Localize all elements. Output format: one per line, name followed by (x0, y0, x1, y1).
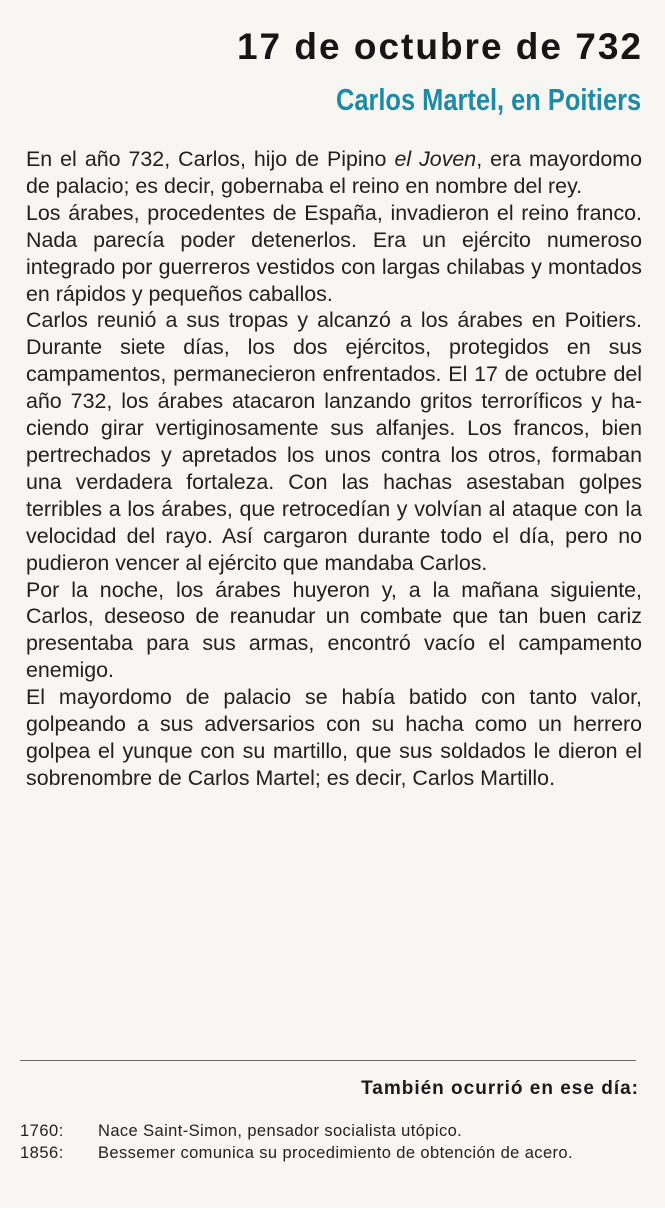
events-list (20, 1121, 640, 1165)
italic-epithet: el Joven (394, 147, 477, 171)
event-description: Bessemer comunica su procedimiento de obtención de acero. (98, 1144, 573, 1162)
also-happened-heading: También ocurrió en ese día: (361, 1078, 639, 1099)
paragraph-3: Carlos reunió a sus tropas y alcanzó a los árabes en Poitiers. Durante siete días, los dos ejércitos, protegidos en sus campamentos, permanecieron enfrentados. El 17 de octubre del año 732, los árabes atacaron lanzando gritos terroríficos y haciendo girar vertiginosamente sus alfanjes. Los francos, bien pertrechados y apretados los unos contra los otros, formaban una verdadera fortaleza. Con las hachas asestaban golpes terribles a los árabes, que retrocedían y volvían al ataque con la velocidad del rayo. Así cargaron durante todo el día, pero no pudieron vencer al ejército que mandaba Carlos. (26, 308, 642, 575)
event-description: Nace Saint-Simon, pensador socialista utópico. (98, 1122, 463, 1140)
paragraph-1 (26, 146, 642, 200)
page-subtitle: Carlos Martel, en Poitiers (335, 82, 641, 117)
section-divider (20, 1060, 636, 1061)
article-body (26, 146, 642, 792)
paragraph-1-end: , era mayordomo de palacio; es decir, gobernaba el reino en nombre del rey. (26, 147, 642, 198)
event-item (20, 1143, 640, 1164)
page-title: 17 de octubre de 732 (236, 26, 643, 67)
event-year: 1760: (20, 1122, 64, 1140)
event-item (20, 1121, 640, 1142)
paragraph-1-start: En el año 732, Carlos, hijo de Pipino (26, 147, 395, 171)
paragraph-2: Los árabes, procedentes de España, invadieron el reino franco. Nada parecía poder detenerlos. Era un ejército numeroso integrado por guerreros vestidos con largas chilabas y montados en rápidos y pequeños caballos. (26, 200, 642, 306)
paragraph-4: Por la noche, los árabes huyeron y, a la mañana siguiente, Carlos, deseoso de reanudar un combate que tan buen cariz presentaba para sus armas, encontró vacío el campamento enemigo. (26, 577, 642, 683)
event-year: 1856: (20, 1144, 64, 1162)
paragraph-5: El mayordomo de palacio se había batido con tanto valor, golpeando a sus adversarios con su hacha como un herrero golpea el yunque con su martillo, que sus soldados le dieron el sobrenombre de Carlos Martel; es decir, Carlos Martillo. (26, 685, 642, 790)
